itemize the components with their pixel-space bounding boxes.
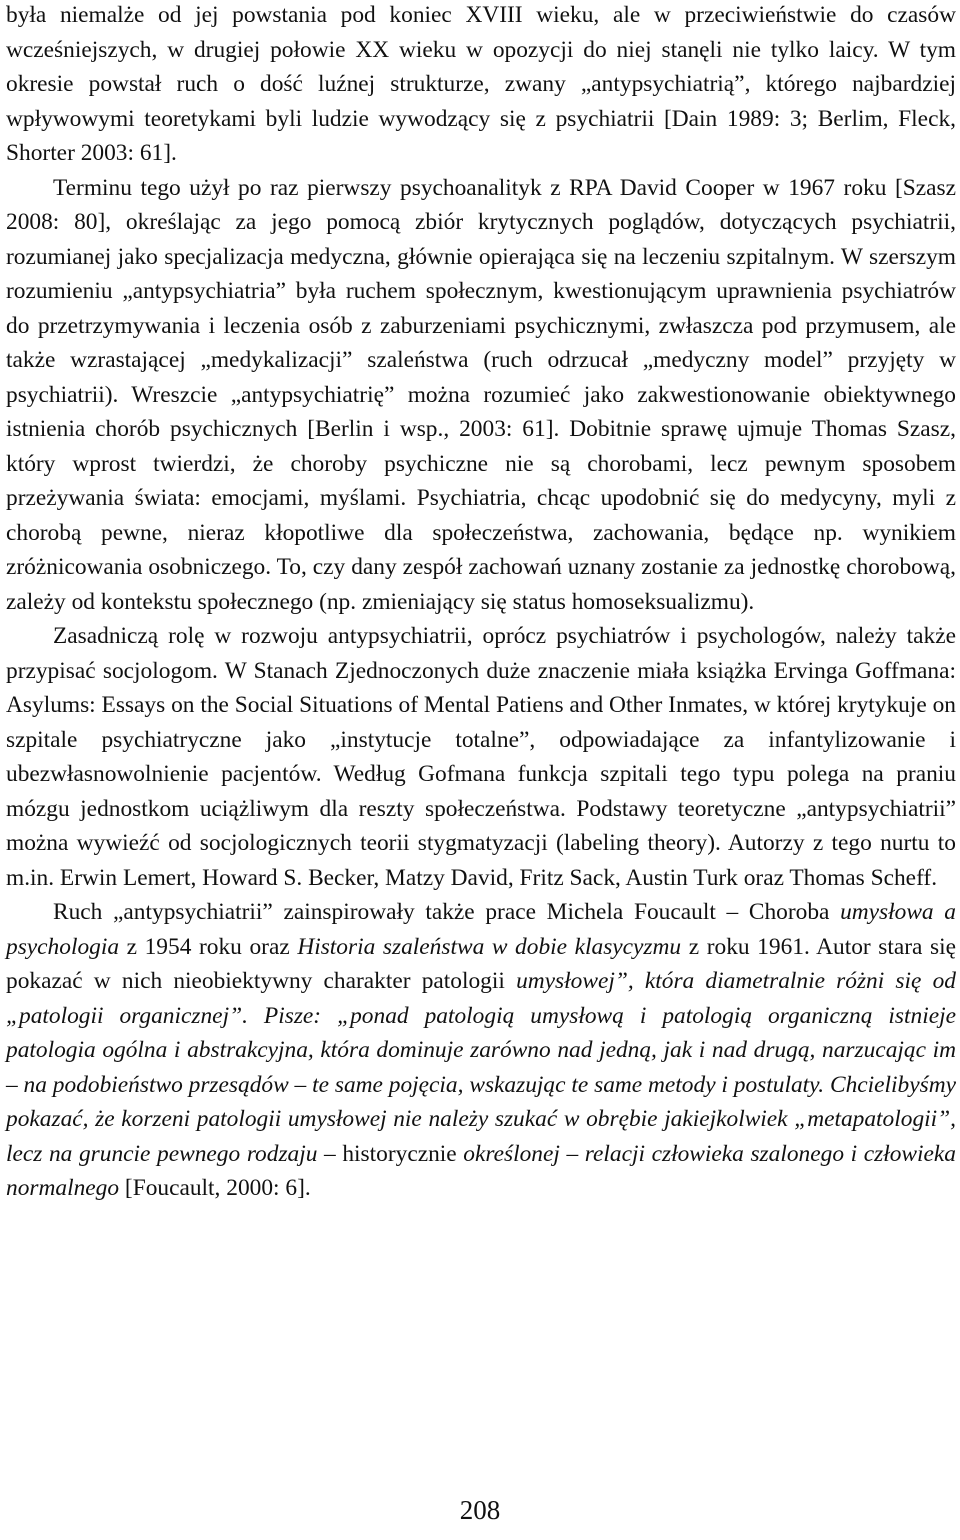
page-number: 208 xyxy=(459,1495,501,1525)
text-run: z 1954 roku oraz xyxy=(119,933,298,960)
text-run: [Foucault, 2000: 6]. xyxy=(119,1175,311,1201)
text-run: z roku 1961. Autor stara się pokazać w nich nieobiektywny charakter patologii xyxy=(6,933,957,994)
paragraph-4 xyxy=(6,895,956,1206)
paragraph-1 xyxy=(6,0,956,171)
text-run: – historycznie xyxy=(317,1140,464,1167)
italic-text-run: umysłowej”, która diametralnie różni się od „patologii organicznej”. Pisze: „ponad patologią umysłową i patologią organiczną istnieje patologia ogólna i abstrakcyjna, która dominuje zarówno nad jedną, jak i nad drugą, narzucając im – na podobieństwo przesądów – te same pojęcia, wskazując te same metody i postulaty. Chcielibyśmy pokazać, że korzeni patologii umysłowej nie należy szukać w obrębie jakiejkolwiek „metapatologii”, lecz na gruncie pewnego rodzaju xyxy=(6,968,956,1167)
italic-text-run: umysłowa a psychologia xyxy=(6,899,956,960)
document-body xyxy=(6,0,956,1206)
text-run: była niemalże od jej powstania pod koniec XVIII wieku, ale w przeciwieństwie do czasów wcześniejszych, w drugiej połowie XX wieku w opozycji do niej stanęli nie tylko laicy. W tym okresie powstał ruch o dość luźnej strukturze, zwany „antypsychiatrią”, którego najbardziej wpływowymi teoretykami byli ludzie wywodzący się z psychiatrii [Dain 1989: 3; Berlim, Fleck, Shorter 2003: 61]. xyxy=(6,2,956,166)
paragraph-3 xyxy=(6,619,956,895)
text-run: Ruch „antypsychiatrii” zainspirowały także prace Michela Foucault – Choroba xyxy=(53,899,841,925)
text-run: Terminu tego użył po raz pierwszy psychoanalityk z RPA David Cooper w 1967 roku [Szasz 2008: 80], określając za jego pomocą zbiór krytycznych poglądów, dotyczących psychiatrii, rozumianej jako specjalizacja medyczna, głównie opierająca się na leczeniu szpitalnym. W szerszym rozumieniu „antypsychiatria” była ruchem społecznym, kwestionującym uprawnienia psychiatrów do przetrzymywania i leczenia osób z zaburzeniami psychicznymi, zwłaszcza pod przymusem, ale także wzrastającej „medykalizacji” szaleństwa (ruch odrzucał „medyczny model” przyjęty w psychiatrii). Wreszcie „antypsychiatrię” można rozumieć jako zakwestionowanie obiektywnego istnienia chorób psychicznych [Berlin i wsp., 2003: 61]. Dobitnie sprawę ujmuje Thomas Szasz, który wprost twierdzi, że choroby psychiczne nie są chorobami, lecz pewnym sposobem przeżywania świata: emocjami, myślami. Psychiatria, chcąc upodobnić się do medycyny, myli z chorobą pewne, nieraz kłopotliwe dla społeczeństwa, zachowania, będące np. wynikiem zróżnicowania osobniczego. To, czy dany zespół zachowań uznany zostanie za jednostkę chorobową, zależy od kontekstu społecznego (np. zmieniający się status homoseksualizmu). xyxy=(6,174,956,615)
text-run: Zasadniczą rolę w rozwoju antypsychiatrii, oprócz psychiatrów i psychologów, należy także przypisać socjologom. W Stanach Zjednoczonych duże znaczenie miała książka Ervinga Goffmana: Asylums: Essays on the Social Situations of Mental Patiens and Other Inmates, w której krytykuje on szpitale psychiatryczne jako „instytucje totalne”, odpowiadające za infantylizowanie i ubezwłasnowolnienie pacjentów. Według Gofmana funkcja szpitali tego typu polega na praniu mózgu jednostkom uciążliwym dla reszty społeczeństwa. Podstawy teoretyczne „antypsychiatrii” można wywieźć od socjologicznych teorii stygmatyzacji (labeling theory). Autorzy z tego nurtu to m.in. Erwin Lemert, Howard S. Becker, Matzy David, Fritz Sack, Austin Turk oraz Thomas Scheff. xyxy=(6,623,956,891)
paragraph-2 xyxy=(6,171,956,620)
italic-text-run: określonej – relacji człowieka szalonego i człowieka normalnego xyxy=(6,1140,956,1201)
italic-text-run: Historia szaleństwa w dobie klasycyzmu xyxy=(297,933,682,960)
